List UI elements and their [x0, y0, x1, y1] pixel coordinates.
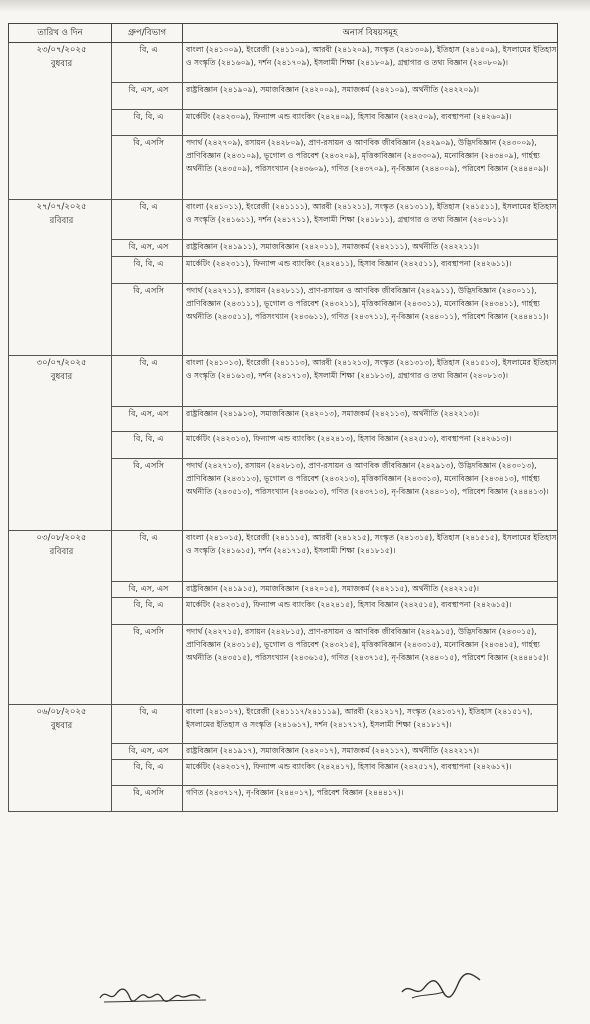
table-header-row	[9, 24, 558, 43]
subjects-cell: মার্কেটিং (২৪২৩১৫), ফিন্যান্স এন্ড ব্যাংকিং (২৪২৪১৫), হিসাব বিজ্ঞান (২৪২৫১৫), ব্যবস্থাপনা (২৪২৬১৫)।	[183, 598, 558, 625]
group-cell: বি, এস, এস	[112, 744, 183, 760]
group-cell: বি, এসসি	[112, 284, 183, 356]
subjects-cell: বাংলা (২৪১০১৫), ইংরেজী (২৪১১১৫), আরবী (২৪১২১৫), সংস্কৃত (২৪১৩১৫), ইতিহাস (২৪১৫১৫), ইসলামের ইতিহাস ও সংস্কৃতি (২৪১৬১৫), দর্শন (২৪১৭১৫), ইসলামী শিক্ষা (২৪১৮১৫)।	[183, 531, 558, 582]
table-row	[9, 356, 558, 407]
date-day-cell	[9, 531, 112, 705]
scan-edge	[0, 0, 590, 12]
subjects-cell: পদার্থ (২৪২৭০৯), রসায়ন (২৪২৮০৯), প্রাণ-রসায়ন ও আণবিক জীববিজ্ঞান (২৪২৯০৯), উদ্ভিদবিজ্ঞান (২৪৩০০৯), প্রাণিবিজ্ঞান (২৪৩১০৯), ভূগোল ও পরিবেশ (২৪৩২০৯), মৃত্তিকাবিজ্ঞান (২৪৩৩০৯), মনোবিজ্ঞান (২৪৩৪০৯), গার্হস্থ্য অর্থনীতি (২৪৩৫০৯), পরিসংখ্যান (২৪৩৬০৯), গণিত (২৪৩৭০৯), নৃ-বিজ্ঞান (২৪৪০০৯), পরিবেশ বিজ্ঞান (২৪৪৪০৯)।	[183, 136, 558, 200]
group-cell: বি, এস, এস	[112, 240, 183, 257]
header-date-day: তারিখ ও দিন	[9, 24, 112, 43]
exam-date: ০৬/০৮/২০২৫	[36, 707, 87, 717]
group-cell: বি, এ	[112, 200, 183, 240]
group-cell: বি, এসসি	[112, 459, 183, 531]
table-row	[9, 200, 558, 240]
subjects-cell: বাংলা (২৪১০১১), ইংরেজী (২৪১১১১), আরবী (২৪১২১১), সংস্কৃত (২৪১৩১১), ইতিহাস (২৪১৫১১), ইসলামের ইতিহাস ও সংস্কৃতি (২৪১৬১১), দর্শন (২৪১৭১১), ইসলামী শিক্ষা (২৪১৮১১), গ্রন্থাগার ও তথ্য বিজ্ঞান (২৪০৮১১)।	[183, 200, 558, 240]
group-cell: বি, এস, এস	[112, 582, 183, 598]
exam-day: রবিবার	[49, 547, 74, 557]
group-cell: বি, বি, এ	[112, 432, 183, 459]
group-cell: বি, এ	[112, 705, 183, 744]
exam-day: বুধবার	[50, 372, 73, 382]
exam-date: ০৩/০৮/২০২৫	[36, 533, 87, 543]
header-subjects: অনার্স বিষয়সমূহ	[183, 24, 558, 43]
group-cell: বি, এস, এস	[112, 407, 183, 432]
subjects-cell: মার্কেটিং (২৪২৩০৯), ফিন্যান্স এন্ড ব্যাংকিং (২৪২৪০৯), হিসাব বিজ্ঞান (২৪২৫০৯), ব্যবস্থাপনা (২৪২৬০৯)।	[183, 110, 558, 136]
group-cell: বি, এস, এস	[112, 83, 183, 110]
date-day-cell	[9, 200, 112, 356]
subjects-cell: পদার্থ (২৪২৭১৫), রসায়ন (২৪২৮১৫), প্রাণ-রসায়ন ও আণবিক জীববিজ্ঞান (২৪২৯১৫), উদ্ভিদবিজ্ঞান (২৪৩০১৫), প্রাণিবিজ্ঞান (২৪৩১১৫), ভূগোল ও পরিবেশ (২৪৩২১৫), মৃত্তিকাবিজ্ঞান (২৪৩৩১৫), মনোবিজ্ঞান (২৪৩৪১৫), গার্হস্থ্য অর্থনীতি (২৪৩৫১৫), পরিসংখ্যান (২৪৩৬১৫), গণিত (২৪৩৭১৫), নৃ-বিজ্ঞান (২৪৪০১৫), পরিবেশ বিজ্ঞান (২৪৪৪১৫)।	[183, 625, 558, 705]
exam-date: ৩০/০৭/২০২৫	[36, 358, 87, 368]
date-day-cell	[9, 43, 112, 200]
table-row	[9, 43, 558, 83]
subjects-cell: বাংলা (২৪১০১৩), ইংরেজী (২৪১১১৩), আরবী (২৪১২১৩), সংস্কৃত (২৪১৩১৩), ইতিহাস (২৪১৫১৩), ইসলামের ইতিহাস ও সংস্কৃতি (২৪১৬১৩), দর্শন (২৪১৭১৩), ইসলামী শিক্ষা (২৪১৮১৩), গ্রন্থাগার ও তথ্য বিজ্ঞান (২৪০৮১৩)।	[183, 356, 558, 407]
subjects-cell: পদার্থ (২৪২৭১৩), রসায়ন (২৪২৮১৩), প্রাণ-রসায়ন ও আণবিক জীববিজ্ঞান (২৪২৯১৩), উদ্ভিদবিজ্ঞান (২৪৩০১৩), প্রাণিবিজ্ঞান (২৪৩১১৩), ভূগোল ও পরিবেশ (২৪৩২১৩), মৃত্তিকাবিজ্ঞান (২৪৩৩১৩), মনোবিজ্ঞান (২৪৩৪১৩), গার্হস্থ্য অর্থনীতি (২৪৩৫১৩), পরিসংখ্যান (২৪৩৬১৩), গণিত (২৪৩৭১৩), নৃ-বিজ্ঞান (২৪৪০১৩), পরিবেশ বিজ্ঞান (২৪৪৪১৩)।	[183, 459, 558, 531]
subjects-cell: বাংলা (২৪১০০৯), ইংরেজী (২৪১১০৯), আরবী (২৪১২০৯), সংস্কৃত (২৪১৩০৯), ইতিহাস (২৪১৫০৯), ইসলামের ইতিহাস ও সংস্কৃতি (২৪১৬০৯), দর্শন (২৪১৭০৯), ইসলামী শিক্ষা (২৪১৮০৯), গ্রন্থাগার ও তথ্য বিজ্ঞান (২৪০৮০৯)।	[183, 43, 558, 83]
subjects-cell: রাষ্ট্রবিজ্ঞান (২৪১৯০৯), সমাজবিজ্ঞান (২৪২০০৯), সমাজকর্ম (২৪২১০৯), অর্থনীতি (২৪২২০৯)।	[183, 83, 558, 110]
table-row	[9, 705, 558, 744]
group-cell: বি, বি, এ	[112, 760, 183, 786]
group-cell: বি, এ	[112, 531, 183, 582]
group-cell: বি, এ	[112, 356, 183, 407]
subjects-cell: মার্কেটিং (২৪২৩১৩), ফিন্যান্স এন্ড ব্যাংকিং (২৪২৪১৩), হিসাব বিজ্ঞান (২৪২৫১৩), ব্যবস্থাপনা (২৪২৬১৩)।	[183, 432, 558, 459]
subjects-cell: পদার্থ (২৪২৭১১), রসায়ন (২৪২৮১১), প্রাণ-রসায়ন ও আণবিক জীববিজ্ঞান (২৪২৯১১), উদ্ভিদবিজ্ঞান (২৪৩০১১), প্রাণিবিজ্ঞান (২৪৩১১১), ভূগোল ও পরিবেশ (২৪৩২১১), মৃত্তিকাবিজ্ঞান (২৪৩৩১১), মনোবিজ্ঞান (২৪৩৪১১), গার্হস্থ্য অর্থনীতি (২৪৩৫১১), পরিসংখ্যান (২৪৩৬১১), গণিত (২৪৩৭১১), নৃ-বিজ্ঞান (২৪৪০১১), পরিবেশ বিজ্ঞান (২৪৪৪১১)।	[183, 284, 558, 356]
date-day-cell	[9, 356, 112, 531]
exam-schedule-table	[8, 23, 558, 812]
subjects-cell: মার্কেটিং (২৪২৩১১), ফিন্যান্স এন্ড ব্যাংকিং (২৪২৪১১), হিসাব বিজ্ঞান (২৪২৫১১), ব্যবস্থাপনা (২৪২৬১১)।	[183, 257, 558, 284]
group-cell: বি, বি, এ	[112, 598, 183, 625]
group-cell: বি, এ	[112, 43, 183, 83]
group-cell: বি, বি, এ	[112, 110, 183, 136]
exam-date: ২৭/০৭/২০২৫	[36, 202, 87, 212]
exam-day: বুধবার	[50, 721, 73, 731]
exam-day: রবিবার	[49, 216, 74, 226]
subjects-cell: গণিত (২৪৩৭১৭), নৃ-বিজ্ঞান (২৪৪০১৭), পরিবেশ বিজ্ঞান (২৪৪৪১৭)।	[183, 786, 558, 812]
signature-right	[396, 968, 486, 1006]
group-cell: বি, বি, এ	[112, 257, 183, 284]
group-cell: বি, এসসি	[112, 786, 183, 812]
exam-day: বুধবার	[50, 59, 73, 69]
schedule-body	[9, 43, 558, 812]
exam-date: ২৩/০৭/২০২৫	[36, 45, 87, 55]
group-cell: বি, এসসি	[112, 625, 183, 705]
date-day-cell	[9, 705, 112, 812]
group-cell: বি, এসসি	[112, 136, 183, 200]
header-group: গ্রুপ/বিভাগ	[112, 24, 183, 43]
subjects-cell: রাষ্ট্রবিজ্ঞান (২৪১৯১৩), সমাজবিজ্ঞান (২৪২০১৩), সমাজকর্ম (২৪২১১৩), অর্থনীতি (২৪২২১৩)।	[183, 407, 558, 432]
subjects-cell: বাংলা (২৪১০১৭), ইংরেজী (২৪১১১৭/২৪১১১৯), আরবী (২৪১২১৭), সংস্কৃত (২৪১৩১৭), ইতিহাস (২৪১৫১৭), ইসলামের ইতিহাস ও সংস্কৃতি (২৪১৬১৭), দর্শন (২৪১৭১৭), ইসলামী শিক্ষা (২৪১৮১৭)।	[183, 705, 558, 744]
signature-left	[96, 980, 216, 1010]
subjects-cell: মার্কেটিং (২৪২৩১৭), ফিন্যান্স এন্ড ব্যাংকিং (২৪২৪১৭), হিসাব বিজ্ঞান (২৪২৫১৭), ব্যবস্থাপনা (২৪২৬১৭)।	[183, 760, 558, 786]
subjects-cell: রাষ্ট্রবিজ্ঞান (২৪১৯১৫), সমাজবিজ্ঞান (২৪২০১৫), সমাজকর্ম (২৪২১১৫), অর্থনীতি (২৪২২১৫)।	[183, 582, 558, 598]
table-row	[9, 531, 558, 582]
subjects-cell: রাষ্ট্রবিজ্ঞান (২৪১৯১৭), সমাজবিজ্ঞান (২৪২০১৭), সমাজকর্ম (২৪২১১৭), অর্থনীতি (২৪২২১৭)।	[183, 744, 558, 760]
subjects-cell: রাষ্ট্রবিজ্ঞান (২৪১৯১১), সমাজবিজ্ঞান (২৪২০১১), সমাজকর্ম (২৪২১১১), অর্থনীতি (২৪২২১১)।	[183, 240, 558, 257]
